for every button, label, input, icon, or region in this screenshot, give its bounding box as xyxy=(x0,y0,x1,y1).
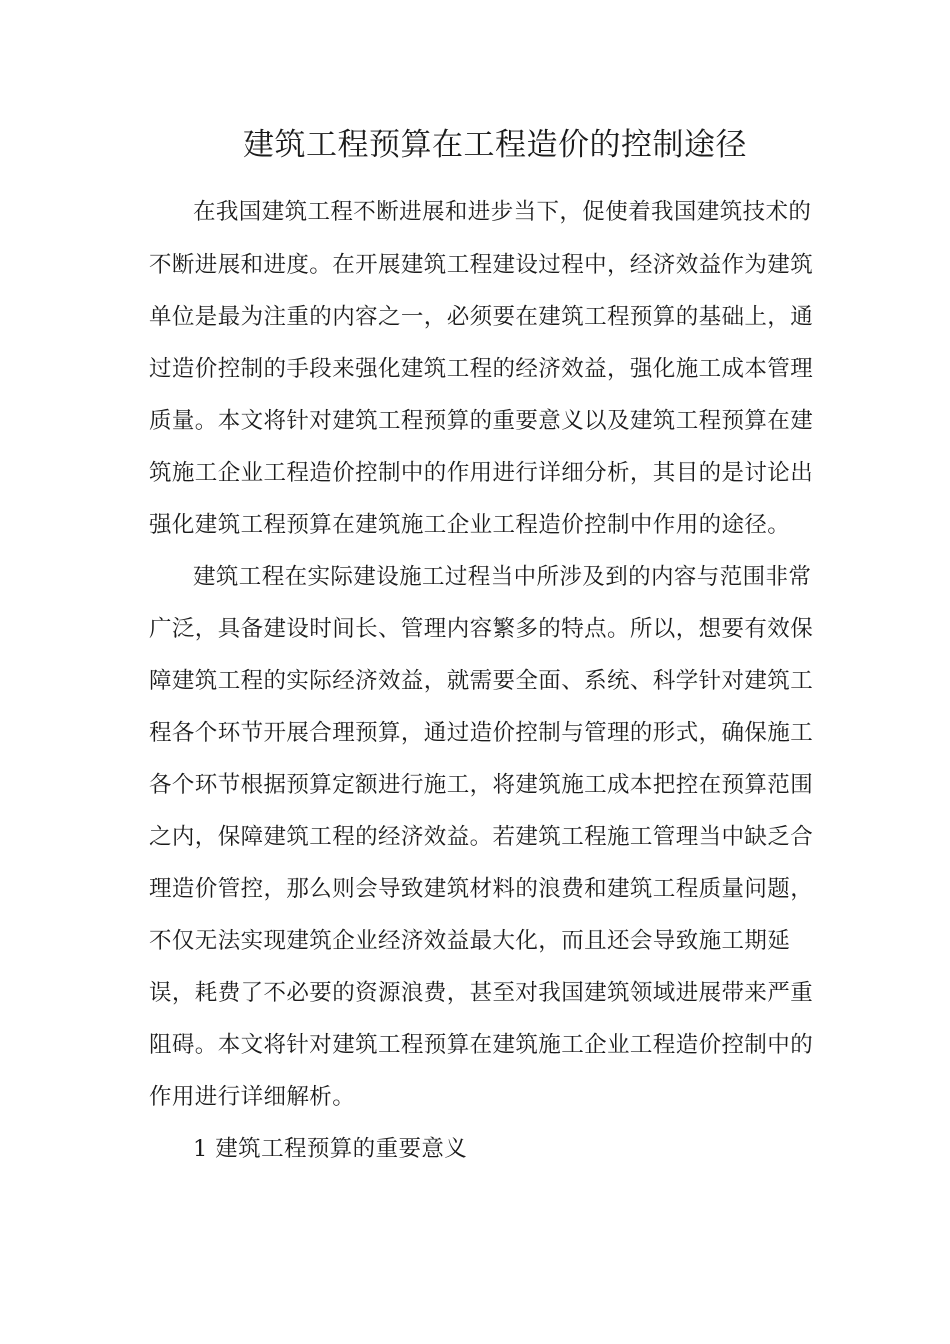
paragraph-2-line: 误，耗费了不必要的资源浪费，甚至对我国建筑领域进展带来严重 xyxy=(149,980,814,1006)
section-heading: 1 建筑工程预算的重要意义 xyxy=(193,1136,468,1162)
paragraph-2-line: 建筑工程在实际建设施工过程当中所涉及到的内容与范围非常 xyxy=(193,564,812,590)
paragraph-2-line: 广泛，具备建设时间长、管理内容繁多的特点。所以，想要有效保 xyxy=(149,616,814,642)
paragraph-1-line: 单位是最为注重的内容之一，必须要在建筑工程预算的基础上，通 xyxy=(149,304,814,330)
paragraph-1-line: 质量。本文将针对建筑工程预算的重要意义以及建筑工程预算在建 xyxy=(149,408,814,434)
paragraph-2-line: 理造价管控，那么则会导致建筑材料的浪费和建筑工程质量问题， xyxy=(149,876,814,902)
document-title: 建筑工程预算在工程造价的控制途径 xyxy=(243,127,747,163)
paragraph-2-line: 不仅无法实现建筑企业经济效益最大化，而且还会导致施工期延 xyxy=(149,928,791,954)
paragraph-2-line: 程各个环节开展合理预算，通过造价控制与管理的形式，确保施工 xyxy=(149,720,814,746)
paragraph-2-line: 各个环节根据预算定额进行施工，将建筑施工成本把控在预算范围 xyxy=(149,772,814,798)
paragraph-1-line: 过造价控制的手段来强化建筑工程的经济效益，强化施工成本管理 xyxy=(149,356,814,382)
paragraph-1-line: 在我国建筑工程不断进展和进步当下，促使着我国建筑技术的 xyxy=(193,199,812,225)
paragraph-1-line: 不断进展和进度。在开展建筑工程建设过程中，经济效益作为建筑 xyxy=(149,252,814,278)
paragraph-2-line: 障建筑工程的实际经济效益，就需要全面、系统、科学针对建筑工 xyxy=(149,668,814,694)
paragraph-2-line: 作用进行详细解析。 xyxy=(149,1084,356,1110)
paragraph-1-line: 筑施工企业工程造价控制中的作用进行详细分析，其目的是讨论出 xyxy=(149,460,814,486)
paragraph-2-line: 之内，保障建筑工程的经济效益。若建筑工程施工管理当中缺乏合 xyxy=(149,824,814,850)
paragraph-1-line: 强化建筑工程预算在建筑施工企业工程造价控制中作用的途径。 xyxy=(149,512,791,538)
paragraph-2-line: 阻碍。本文将针对建筑工程预算在建筑施工企业工程造价控制中的 xyxy=(149,1032,814,1058)
